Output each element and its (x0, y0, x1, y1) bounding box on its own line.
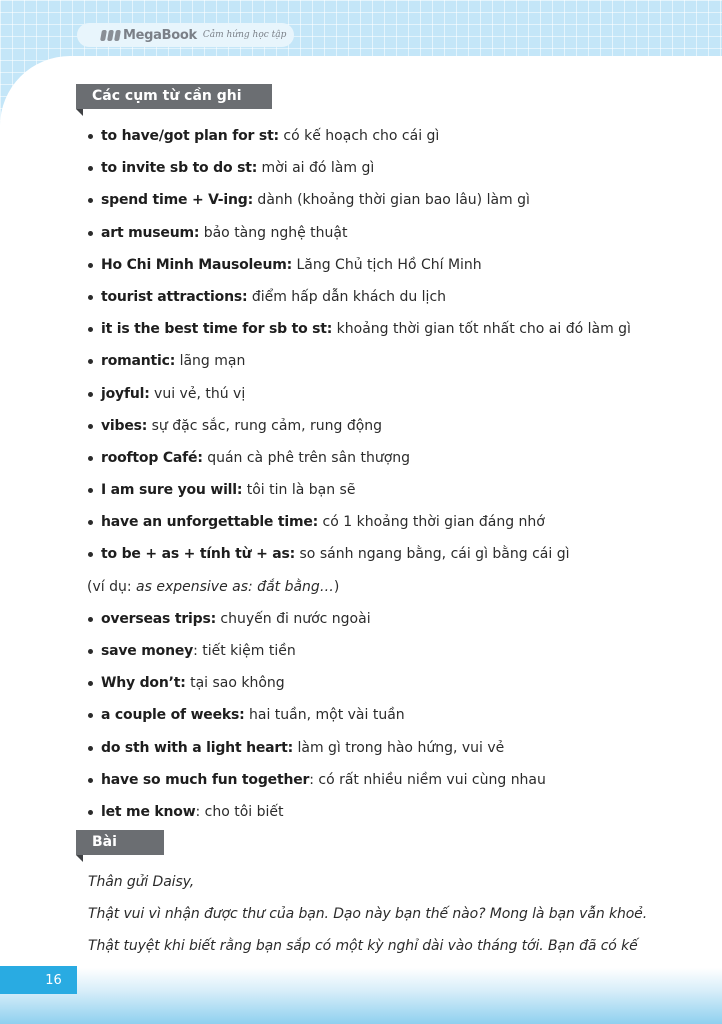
phrase-meaning: điểm hấp dẫn khách du lịch (247, 288, 447, 305)
phrase-meaning: khoảng thời gian tốt nhất cho ai đó làm gì (332, 321, 631, 338)
phrase-term: rooftop Café: (101, 449, 203, 466)
phrase-item (86, 154, 706, 186)
phrase-item (86, 444, 706, 476)
phrase-meaning: chuyến đi nước ngoài (215, 610, 371, 627)
phrase-term: have an unforgettable time: (101, 514, 319, 531)
phrase-item (86, 315, 706, 347)
phrase-meaning: : có rất nhiều niềm vui cùng nhau (309, 771, 546, 788)
phrase-meaning: hai tuần, một vài tuần (244, 707, 405, 724)
phrase-meaning: có 1 khoảng thời gian đáng nhớ (318, 514, 545, 531)
phrase-item (86, 508, 706, 540)
phrase-meaning: : tiết kiệm tiền (193, 643, 296, 659)
phrase-item (86, 219, 706, 251)
phrase-meaning: : cho tôi biết (195, 803, 284, 820)
phrase-term: romantic: (101, 353, 176, 370)
phrase-meaning: có kế hoạch cho cái gì (278, 128, 440, 144)
translation-line: Thân gửi Daisy, (88, 874, 195, 890)
brand-name: MegaBook (123, 27, 197, 43)
phrase-term: to have/got plan for st: (101, 128, 279, 144)
phrase-term: I am sure you will: (101, 482, 243, 499)
phrase-term: Ho Chi Minh Mausoleum: (101, 256, 293, 273)
phrase-meaning: tôi tin là bạn sẽ (242, 482, 356, 499)
phrase-item (86, 412, 706, 444)
phrase-meaning: Lăng Chủ tịch Hồ Chí Minh (292, 256, 482, 273)
bottom-gradient-band (0, 968, 722, 1024)
phrase-term: vibes: (101, 417, 148, 434)
phrase-item (86, 798, 706, 830)
phrase-item (86, 122, 706, 154)
phrase-term: joyful: (101, 385, 150, 402)
note-prefix: (ví dụ: (87, 578, 137, 595)
phrase-item (86, 766, 706, 798)
phrase-term: art museum: (101, 224, 200, 241)
phrase-meaning: so sánh ngang bằng, cái gì bằng cái gì (295, 546, 570, 563)
translation-text (88, 868, 708, 964)
phrase-item (86, 605, 706, 637)
phrase-item (86, 283, 706, 315)
phrase-item (86, 540, 706, 572)
note-suffix: ) (333, 578, 340, 595)
phrase-meaning: bảo tàng nghệ thuật (199, 224, 348, 241)
phrase-meaning: quán cà phê trên sân thượng (202, 449, 411, 466)
phrase-item (86, 476, 706, 508)
phrase-term: to invite sb to do st: (101, 160, 258, 177)
phrase-term: save money (101, 643, 194, 659)
phrase-meaning: dành (khoảng thời gian bao lâu) làm gì (252, 192, 530, 209)
phrase-meaning: mời ai đó làm gì (257, 160, 375, 177)
example-note (86, 573, 706, 605)
phrase-term: let me know (101, 803, 196, 820)
phrase-term: tourist attractions: (101, 288, 248, 305)
phrase-term: have so much fun together (101, 771, 310, 788)
phrases-list (86, 122, 706, 830)
phrase-item (86, 380, 706, 412)
phrases-section-title: Các cụm từ cần ghi nhớ (76, 84, 272, 109)
brand-tagline: Cảm hứng học tập (202, 30, 287, 40)
page-number: 16 (0, 966, 77, 994)
phrase-meaning: làm gì trong hào hứng, vui vẻ (293, 739, 505, 756)
phrase-term: it is the best time for sb to st: (101, 321, 333, 338)
phrase-term: to be + as + tính từ + as: (101, 546, 296, 563)
phrase-item (86, 186, 706, 218)
phrase-meaning: tại sao không (185, 675, 285, 692)
translation-line: Thật vui vì nhận được thư của bạn. Dạo này bạn thế nào? Mong là bạn vẫn khoẻ. (88, 906, 648, 922)
phrase-term: Why don’t: (101, 675, 186, 692)
translation-section-title: Bài dịch (76, 830, 164, 855)
phrase-meaning: lãng mạn (175, 353, 246, 370)
phrase-term: overseas trips: (101, 610, 216, 627)
phrase-item (86, 701, 706, 733)
phrase-item (86, 734, 706, 766)
phrase-meaning: vui vẻ, thú vị (149, 385, 246, 402)
megabook-logo-icon (101, 30, 120, 41)
phrase-item (86, 347, 706, 379)
note-example: as expensive as: đắt bằng… (136, 578, 334, 595)
phrase-item (86, 637, 706, 669)
phrase-meaning: sự đặc sắc, rung cảm, rung động (147, 417, 383, 434)
phrase-term: a couple of weeks: (101, 707, 245, 724)
translation-line: Thật tuyệt khi biết rằng bạn sắp có một kỳ nghỉ dài vào tháng tới. Bạn đã có kế (88, 938, 638, 954)
phrase-item (86, 251, 706, 283)
phrase-term: do sth with a light heart: (101, 739, 294, 756)
brand-header (77, 23, 294, 47)
phrase-term: spend time + V-ing: (101, 192, 253, 209)
phrase-item (86, 669, 706, 701)
